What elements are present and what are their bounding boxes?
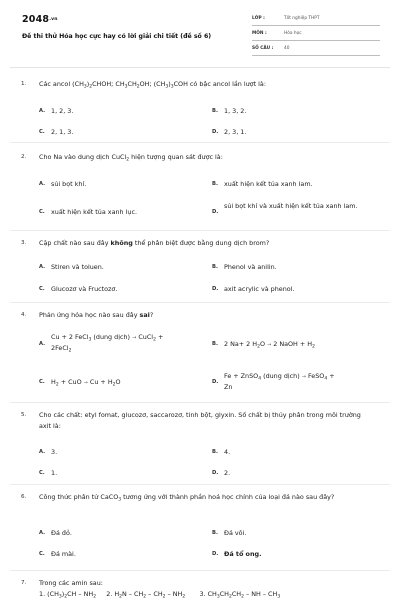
question-text: Công thức phân tử CaCO$_3$ tương ứng với thành phần hoá học chính của loại đá nào sau đây? [39, 493, 335, 503]
header-divider [10, 67, 390, 68]
meta-class-key: LỚP : [252, 16, 265, 21]
question-text: Cho các chất: etyl fomat, glucozơ, saccarozơ, tinh bột, glyxin. Số chất bị thủy phân trong môi trường axit là: [39, 411, 361, 430]
exam-title: Đề thi thử Hóa học cực hay có lời giải chi tiết (đề số 6) [22, 33, 212, 40]
meta-count-value: 40 [284, 46, 290, 51]
question-divider [10, 484, 390, 485]
option-d-equation: Fe + ZnSO$_4$ (dung dịch) → FeSO$_4$ + Zn [224, 372, 335, 391]
option-a-equation: Cu + 2 FeCl$_3$ (dung dịch) → CuCl$_2$ + 2FeCl$_2$ [51, 333, 164, 354]
question-text: Các ancol $(CH_3)_2CHOH$; $CH_3CH_2OH$; $(CH_3)_3COH$ có bậc ancol lần lượt là: [39, 80, 266, 90]
question-divider [10, 402, 390, 403]
question-divider [10, 302, 390, 303]
exam-page: $2048^{.vn}$ Đề thi thử Hóa học cực hay có lời giải chi tiết (đề số 6) LỚP : Tốt nghiệp THPT MÔN : Hóa học SỐ CÂU : 40 1. Các ancol $(CH_3)_2CHOH$; $CH_3CH_2OH$; $(CH_3)_3COH$ có bậc ancol lần lượt là: A. 1, 2, 3. B. 1, 3, 2. C. 2, 1, 3. D. 2, 3, 1. 2. Cho Na vào dung dịch CuCl$_2$ hiện tượng quan sát được là: A. sủi bọt khí. B. xuất hiện kết tủa xanh lam. C. xuất hiện kết tủa xanh lục. D. sủi bọt khí và xuất hiện kết tủa xanh lam. 3. Cặp chất nào sau đây không thể phân biệt được bằng dung dịch brom? A. Stiren và toluen. B. Phenol và anilin. C. Glucozơ và Fructozơ. D. axit acrylic và phenol. 4. Phản ứng hóa học nào sau đây sai? A. Cu + 2 FeCl$_3$ (dung dịch) → CuCl$_2$ + 2FeCl$_2$ B. 2 Na+ 2 $H_2O \to 2$ NaOH + $H_2$ C. $H_2$ + CuO → $Cu + H_2O$ D. Fe + ZnSO$_4$ (dung dịch) → FeSO$_4$ + Zn 5. Cho các chất: etyl fomat, glucozơ, saccarozơ, tinh bột, glyxin. Số chất bị thủy phân trong môi trường axit là: A. 3. B. 4. C. 1. D. 2. 6. Công thức phân tử CaCO$_3$ tương ứng với thành phần hoá học chính của loại đá nào sau đây? A. Đá đỏ. B. Đá vôi. C. Đá mài. D. Đá tổ ong. 7. Trong các amin sau: 1. $(CH_3)_2CH - NH_2$ 2. $H_2N - CH_2 - CH_2 - NH_2$ 3. $CH_3CH_2CH_2$ – NH – $CH_3$ [0, 0, 400, 600]
question-number: 1. [21, 81, 27, 87]
option-c-equation: $H_2$ + CuO → $Cu + H_2O$ [51, 378, 121, 388]
question-text: Phản ứng hóa học nào sau đây sai? [39, 311, 154, 319]
question-number: 3. [21, 240, 27, 246]
question-text: Cặp chất nào sau đây không thể phân biệt được bằng dung dịch brom? [39, 239, 270, 247]
question-divider [10, 570, 390, 571]
question-text: Cho Na vào dung dịch CuCl$_2$ hiện tượng quan sát được là: [39, 153, 223, 163]
meta-subject-key: MÔN : [252, 31, 267, 36]
meta-class-value: Tốt nghiệp THPT [284, 16, 320, 21]
amine-list: 1. $(CH_3)_2CH - NH_2$ 2. $H_2N - CH_2 - CH_2 - NH_2$ 3. $CH_3CH_2CH_2$ – NH – $CH_3$ [39, 590, 281, 600]
site-logo[interactable]: $2048^{.vn}$ [22, 14, 58, 25]
question-text: Trong các amin sau: [39, 579, 103, 587]
meta-class-row [252, 14, 380, 26]
question-number: 6. [21, 494, 27, 500]
meta-count-row [252, 44, 380, 56]
question-number: 7. [21, 580, 27, 586]
meta-subject-value: Hóa học [284, 31, 302, 36]
meta-count-key: SỐ CÂU : [252, 46, 274, 51]
meta-subject-row [252, 29, 380, 41]
question-divider [10, 230, 390, 231]
question-number: 2. [21, 154, 27, 160]
question-number: 5. [21, 412, 27, 418]
document-header [0, 0, 400, 62]
question-number: 4. [21, 312, 27, 318]
option-b-equation: 2 Na+ 2 $H_2O \to 2$ NaOH + $H_2$ [224, 340, 315, 350]
question-divider [10, 142, 390, 143]
